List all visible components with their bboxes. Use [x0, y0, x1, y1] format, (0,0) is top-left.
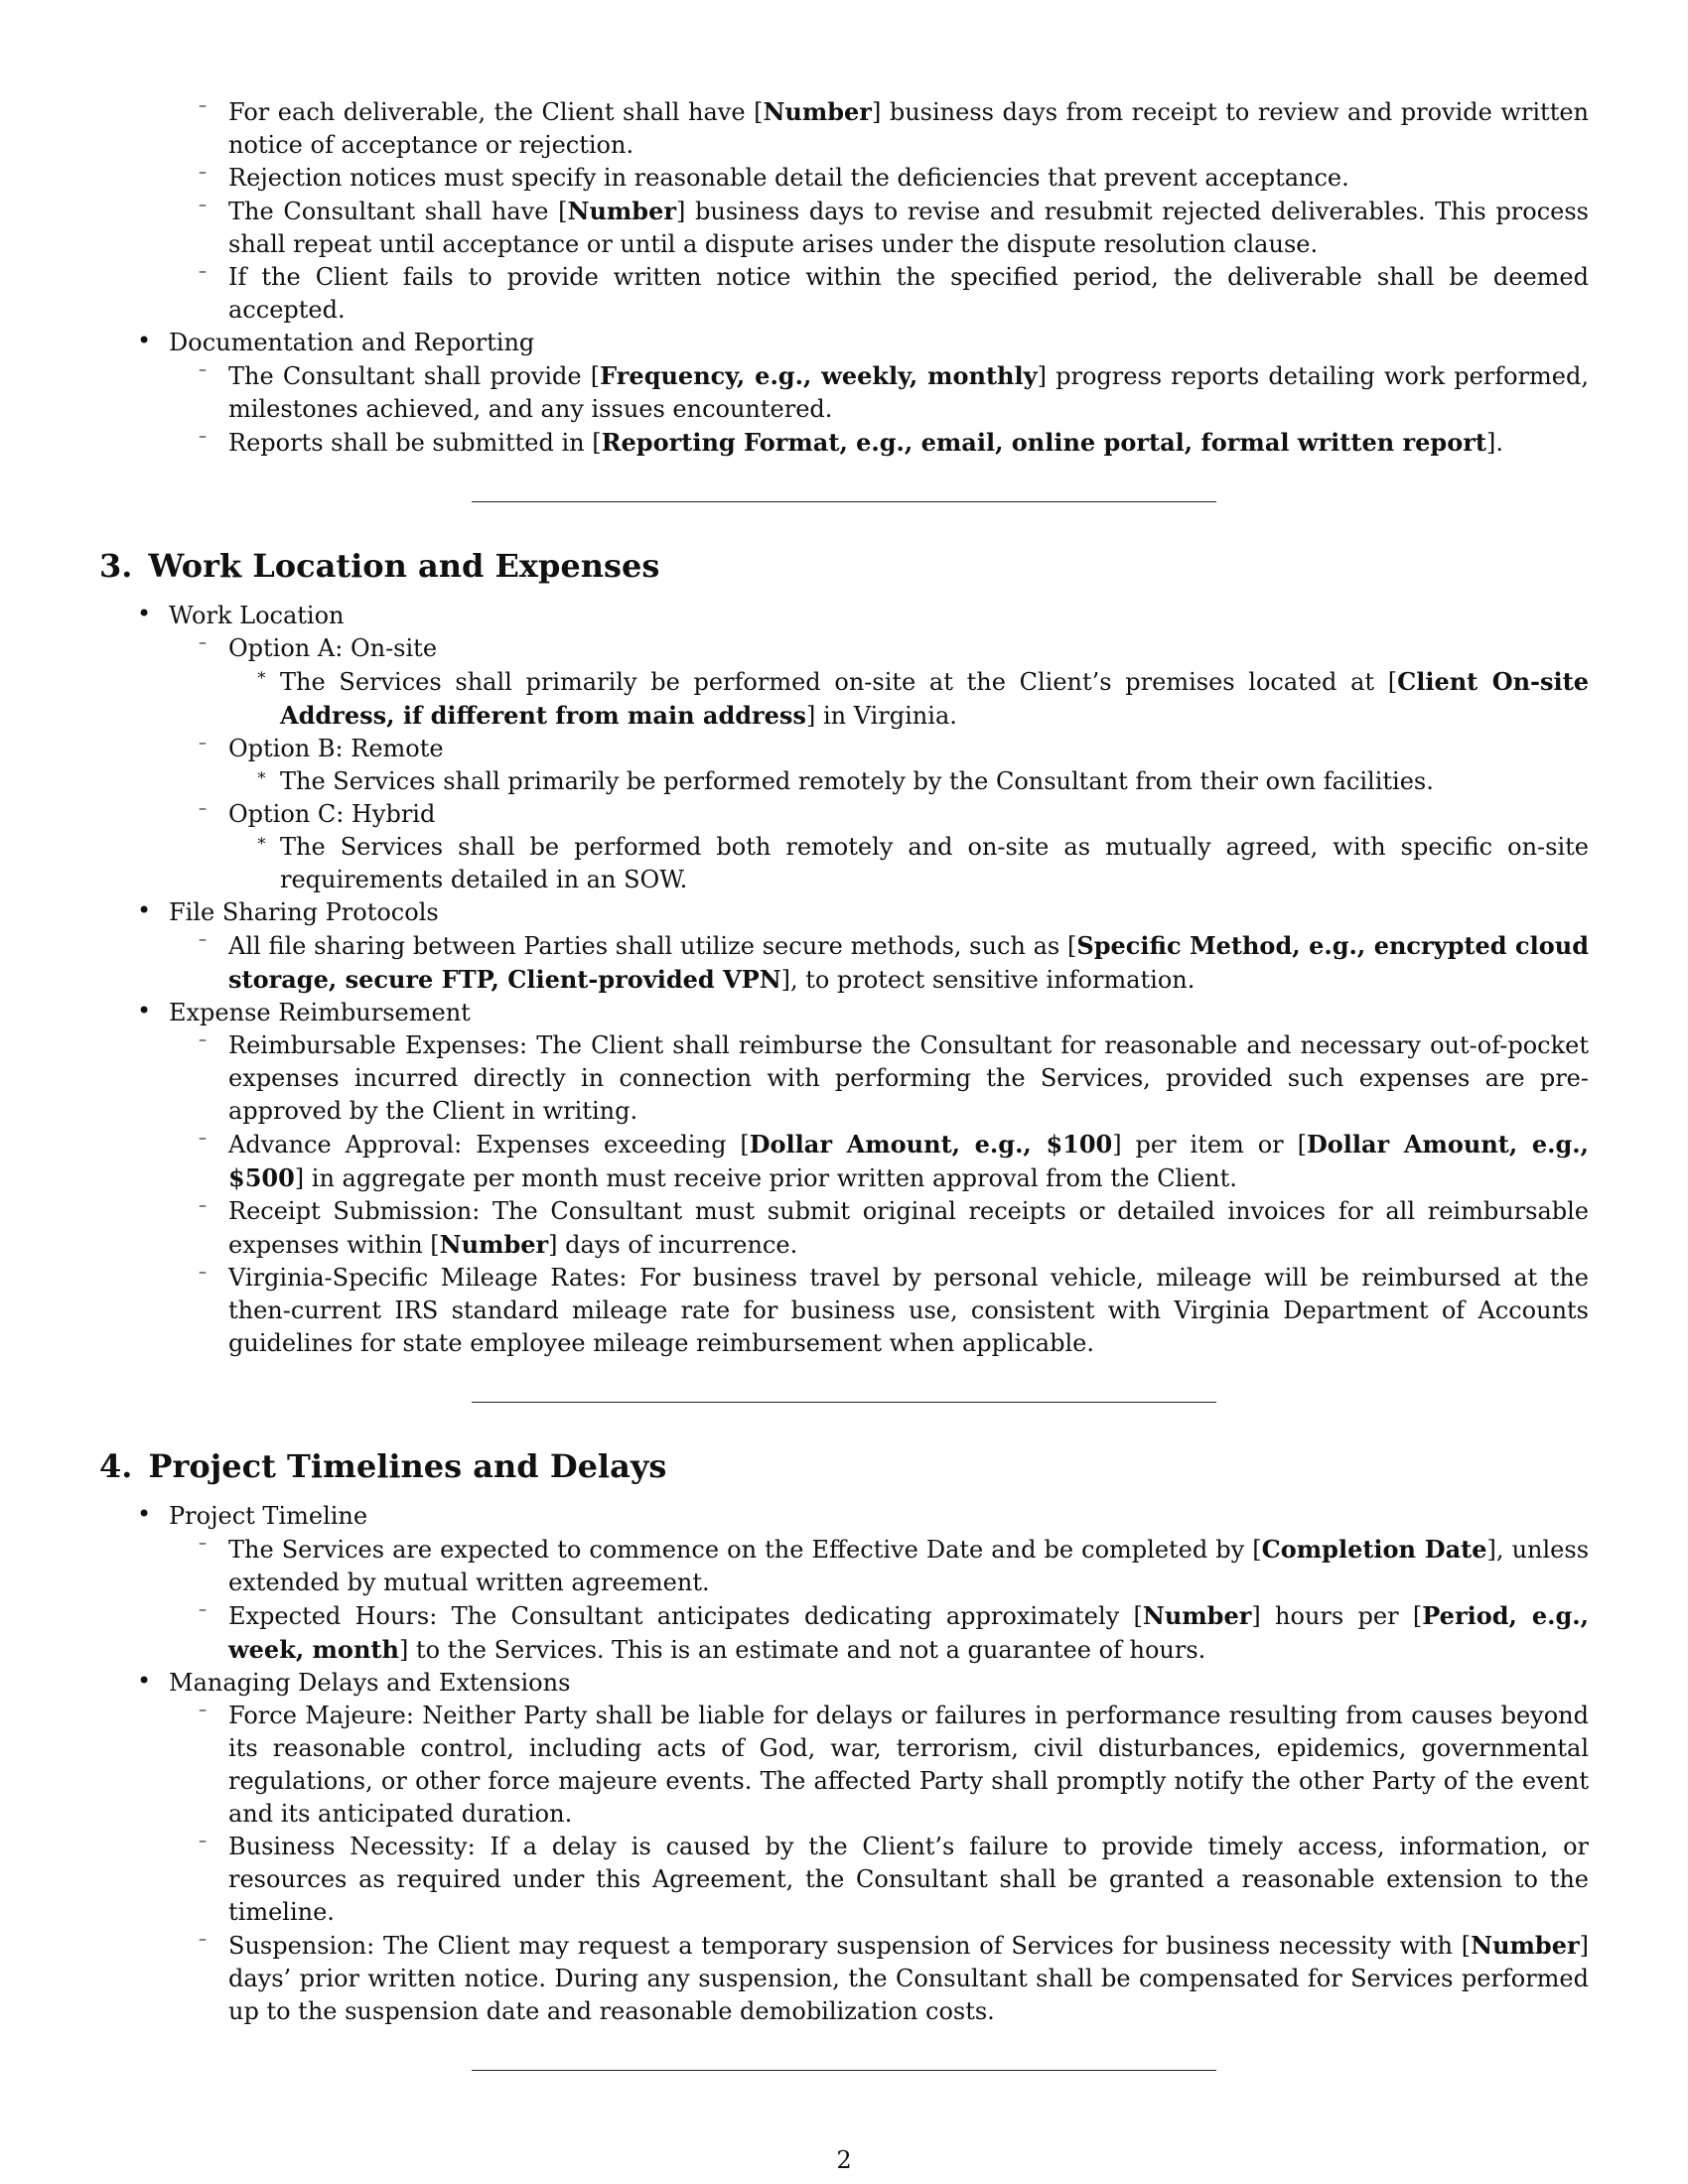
section [99, 1446, 1589, 2071]
sub-item [169, 1262, 1589, 1360]
sub-item [169, 733, 1589, 798]
sub-item [169, 1195, 1589, 1262]
item-text [228, 798, 1589, 831]
item-text [280, 765, 1589, 798]
sections-container [99, 546, 1589, 2071]
item-text [228, 1262, 1589, 1360]
bullet-item [99, 1667, 1589, 2028]
sub-item [169, 359, 1589, 426]
placeholder-field: Number [763, 97, 872, 126]
item-text [228, 426, 1589, 460]
text-run: ] hours per [ [1251, 1602, 1423, 1630]
bullet-item [99, 327, 1589, 460]
section-divider [472, 1402, 1216, 1403]
text-run: Suspension: The Client may request a temporary suspension of Services for business necessity with [ [228, 1932, 1472, 1960]
item-text [228, 1533, 1589, 1599]
sub-item [169, 195, 1589, 261]
sub-list [169, 1533, 1589, 1667]
text-run: Reimbursable Expenses: The Client shall reimburse the Consultant for reasonable and necessary out-of-pocket expenses incurred directly in connection with performing the Services, provided such expenses are pre-approved by the Client in writing. [228, 1031, 1589, 1125]
text-run: ] days of incurrence. [548, 1231, 798, 1259]
item-text [228, 1831, 1589, 1929]
bullet-label: • Documentation and Reporting [169, 329, 535, 356]
text-run: Option C: Hybrid [228, 800, 436, 828]
sub-item [169, 929, 1589, 997]
item-text [228, 162, 1589, 195]
text-run: Option A: On-site [228, 634, 438, 662]
sub-item [169, 1929, 1589, 2028]
placeholder-field: Number [1471, 1931, 1580, 1960]
item-text [228, 261, 1589, 327]
text-run: ] in Virginia. [805, 702, 957, 730]
text-run: All file sharing between Parties shall utilize secure methods, such as [ [228, 932, 1077, 960]
text-run: Business Necessity: If a delay is caused by the Client’s failure to provide timely access, information, or resources as required under this Agreement, the Consultant shall be granted a reasonable extension to the timeline. [228, 1833, 1589, 1926]
text-run: Option B: Remote [228, 735, 444, 762]
sub-item [169, 261, 1589, 327]
placeholder-field: Client On-site Address, if different from main address [280, 667, 1590, 730]
text-run: Rejection notices must specify in reasonable detail the deficiencies that prevent acceptance. [228, 164, 1349, 192]
text-run: Receipt Submission: The Consultant must submit original receipts or detailed invoices for all reimbursable expenses within [ [228, 1197, 1589, 1259]
text-run: If the Client fails to provide written notice within the specified period, the deliverable shall be deemed accepted. [228, 263, 1589, 324]
sub-item [169, 95, 1589, 162]
placeholder-field: Period, e.g., week, month [228, 1601, 1590, 1664]
sub-item [169, 1599, 1589, 1667]
text-run: The Consultant shall have [ [228, 198, 568, 225]
section-title-text: Project Timelines and Delays [148, 1447, 667, 1485]
item-text [228, 929, 1589, 997]
text-run: ] business days from receipt to review and provide written notice of acceptance or rejection. [228, 98, 1589, 159]
text-run: Advance Approval: Expenses exceeding [ [228, 1131, 750, 1159]
placeholder-field: Dollar Amount, e.g., $500 [228, 1130, 1590, 1192]
section-title-text: Work Location and Expenses [148, 547, 660, 585]
text-run: The Services are expected to commence on the Effective Date and be completed by [ [228, 1536, 1262, 1564]
bullet-item [99, 1500, 1589, 1667]
sub-list [169, 95, 1589, 327]
section-divider [472, 501, 1216, 502]
sub-item [169, 798, 1589, 896]
sub-sub-item [228, 665, 1589, 733]
sub-item [169, 426, 1589, 460]
bullet-label: • Managing Delays and Extensions [169, 1669, 571, 1697]
text-run: The Consultant shall provide [ [228, 362, 601, 390]
continued-list [99, 95, 1589, 460]
text-run: Expected Hours: The Consultant anticipates dedicating approximately [ [228, 1602, 1143, 1630]
bullet-list [99, 600, 1589, 1360]
text-run: For each deliverable, the Client shall have [ [228, 98, 764, 126]
text-run: ]. [1485, 429, 1503, 457]
sub-item [169, 1831, 1589, 1929]
placeholder-field: Reporting Format, e.g., email, online portal, formal written report [601, 428, 1486, 457]
sub-item [169, 1700, 1589, 1831]
sub-item [169, 632, 1589, 733]
item-text [228, 1195, 1589, 1262]
item-text [228, 1029, 1589, 1128]
text-run: The Services shall primarily be performed remotely by the Consultant from their own facilities. [280, 767, 1434, 795]
bullet-item [99, 600, 1589, 896]
text-run: Reports shall be submitted in [ [228, 429, 602, 457]
item-text [228, 1700, 1589, 1831]
text-run: Force Majeure: Neither Party shall be liable for delays or failures in performance resulting from causes beyond its reasonable control, including acts of God, war, terrorism, civil disturbances, epidemics, governmental regulations, or other force majeure events. The affected Party shall promptly notify the other Party of the event and its anticipated duration. [228, 1702, 1589, 1828]
sub-sub-list [228, 665, 1589, 733]
bullet-list [99, 1500, 1589, 2028]
item-text [228, 95, 1589, 162]
placeholder-field: Frequency, e.g., weekly, monthly [600, 361, 1038, 390]
item-text [228, 733, 1589, 765]
item-text [280, 831, 1589, 896]
placeholder-field: Number [439, 1230, 549, 1259]
item-text [228, 1929, 1589, 2028]
placeholder-field: Completion Date [1261, 1535, 1487, 1564]
sub-sub-item [228, 765, 1589, 798]
section [99, 546, 1589, 1403]
item-text [228, 632, 1589, 665]
item-text [228, 1128, 1589, 1195]
section-number: 3. [99, 547, 133, 585]
item-text [280, 665, 1589, 733]
sub-item [169, 1029, 1589, 1128]
document-page [99, 95, 1589, 2115]
text-run: ], unless extended by mutual written agreement. [228, 1536, 1590, 1596]
text-run: The Services shall primarily be performed on-site at the Client’s premises located at [ [280, 668, 1398, 696]
text-run: Virginia-Specific Mileage Rates: For business travel by personal vehicle, mileage will be reimbursed at the then-current IRS standard mileage rate for business use, consistent with Virginia Department of Accounts guidelines for state employee mileage reimbursement when applicable. [228, 1264, 1589, 1357]
section-heading [99, 546, 1589, 586]
bullet-label: • Project Timeline [169, 1502, 368, 1530]
page-number: 2 [836, 2146, 852, 2174]
text-run: ] to the Services. This is an estimate and not a guarantee of hours. [398, 1636, 1206, 1664]
sub-sub-list [228, 765, 1589, 798]
sub-list [169, 929, 1589, 997]
bullet-item [99, 896, 1589, 997]
item-text [228, 195, 1589, 261]
text-run: ] days’ prior written notice. During any suspension, the Consultant shall be compensated for Services performed up to the suspension date and reasonable demobilization costs. [228, 1932, 1589, 2025]
item-text [228, 1599, 1589, 1667]
placeholder-field: Specific Method, e.g., encrypted cloud storage, secure FTP, Client-provided VPN [228, 931, 1589, 994]
placeholder-field: Number [1142, 1601, 1252, 1630]
bullet-label: • Expense Reimbursement [169, 999, 471, 1026]
text-run: ] business days to revise and resubmit rejected deliverables. This process shall repeat until acceptance or until a dispute arises under the dispute resolution clause. [228, 198, 1589, 258]
bullet-item [99, 997, 1589, 1360]
section-divider [472, 2070, 1216, 2071]
sub-list [169, 1029, 1589, 1360]
text-run: ] in aggregate per month must receive prior written approval from the Client. [294, 1164, 1237, 1192]
sub-list [169, 1700, 1589, 2028]
item-text [228, 359, 1589, 426]
sub-list [169, 632, 1589, 896]
bullet-label: • Work Location [169, 602, 345, 629]
section-number: 4. [99, 1447, 133, 1485]
bullet-list [99, 95, 1589, 460]
text-run: ] progress reports detailing work performed, milestones achieved, and any issues encountered. [228, 362, 1589, 423]
placeholder-field: Dollar Amount, e.g., $100 [749, 1130, 1113, 1159]
sub-sub-item [228, 831, 1589, 896]
bullet-label: • File Sharing Protocols [169, 898, 439, 926]
sub-list [169, 359, 1589, 460]
text-run: The Services shall be performed both remotely and on-site as mutually agreed, with specific on-site requirements detailed in an SOW. [280, 833, 1589, 893]
sub-item [169, 162, 1589, 195]
section-heading [99, 1446, 1589, 1486]
sub-item [169, 1128, 1589, 1195]
sub-sub-list [228, 831, 1589, 896]
text-run: ], to protect sensitive information. [780, 966, 1196, 994]
placeholder-field: Number [567, 197, 676, 225]
sub-item [169, 1533, 1589, 1599]
text-run: ] per item or [ [1112, 1131, 1307, 1159]
continued-bullet [99, 95, 1589, 327]
